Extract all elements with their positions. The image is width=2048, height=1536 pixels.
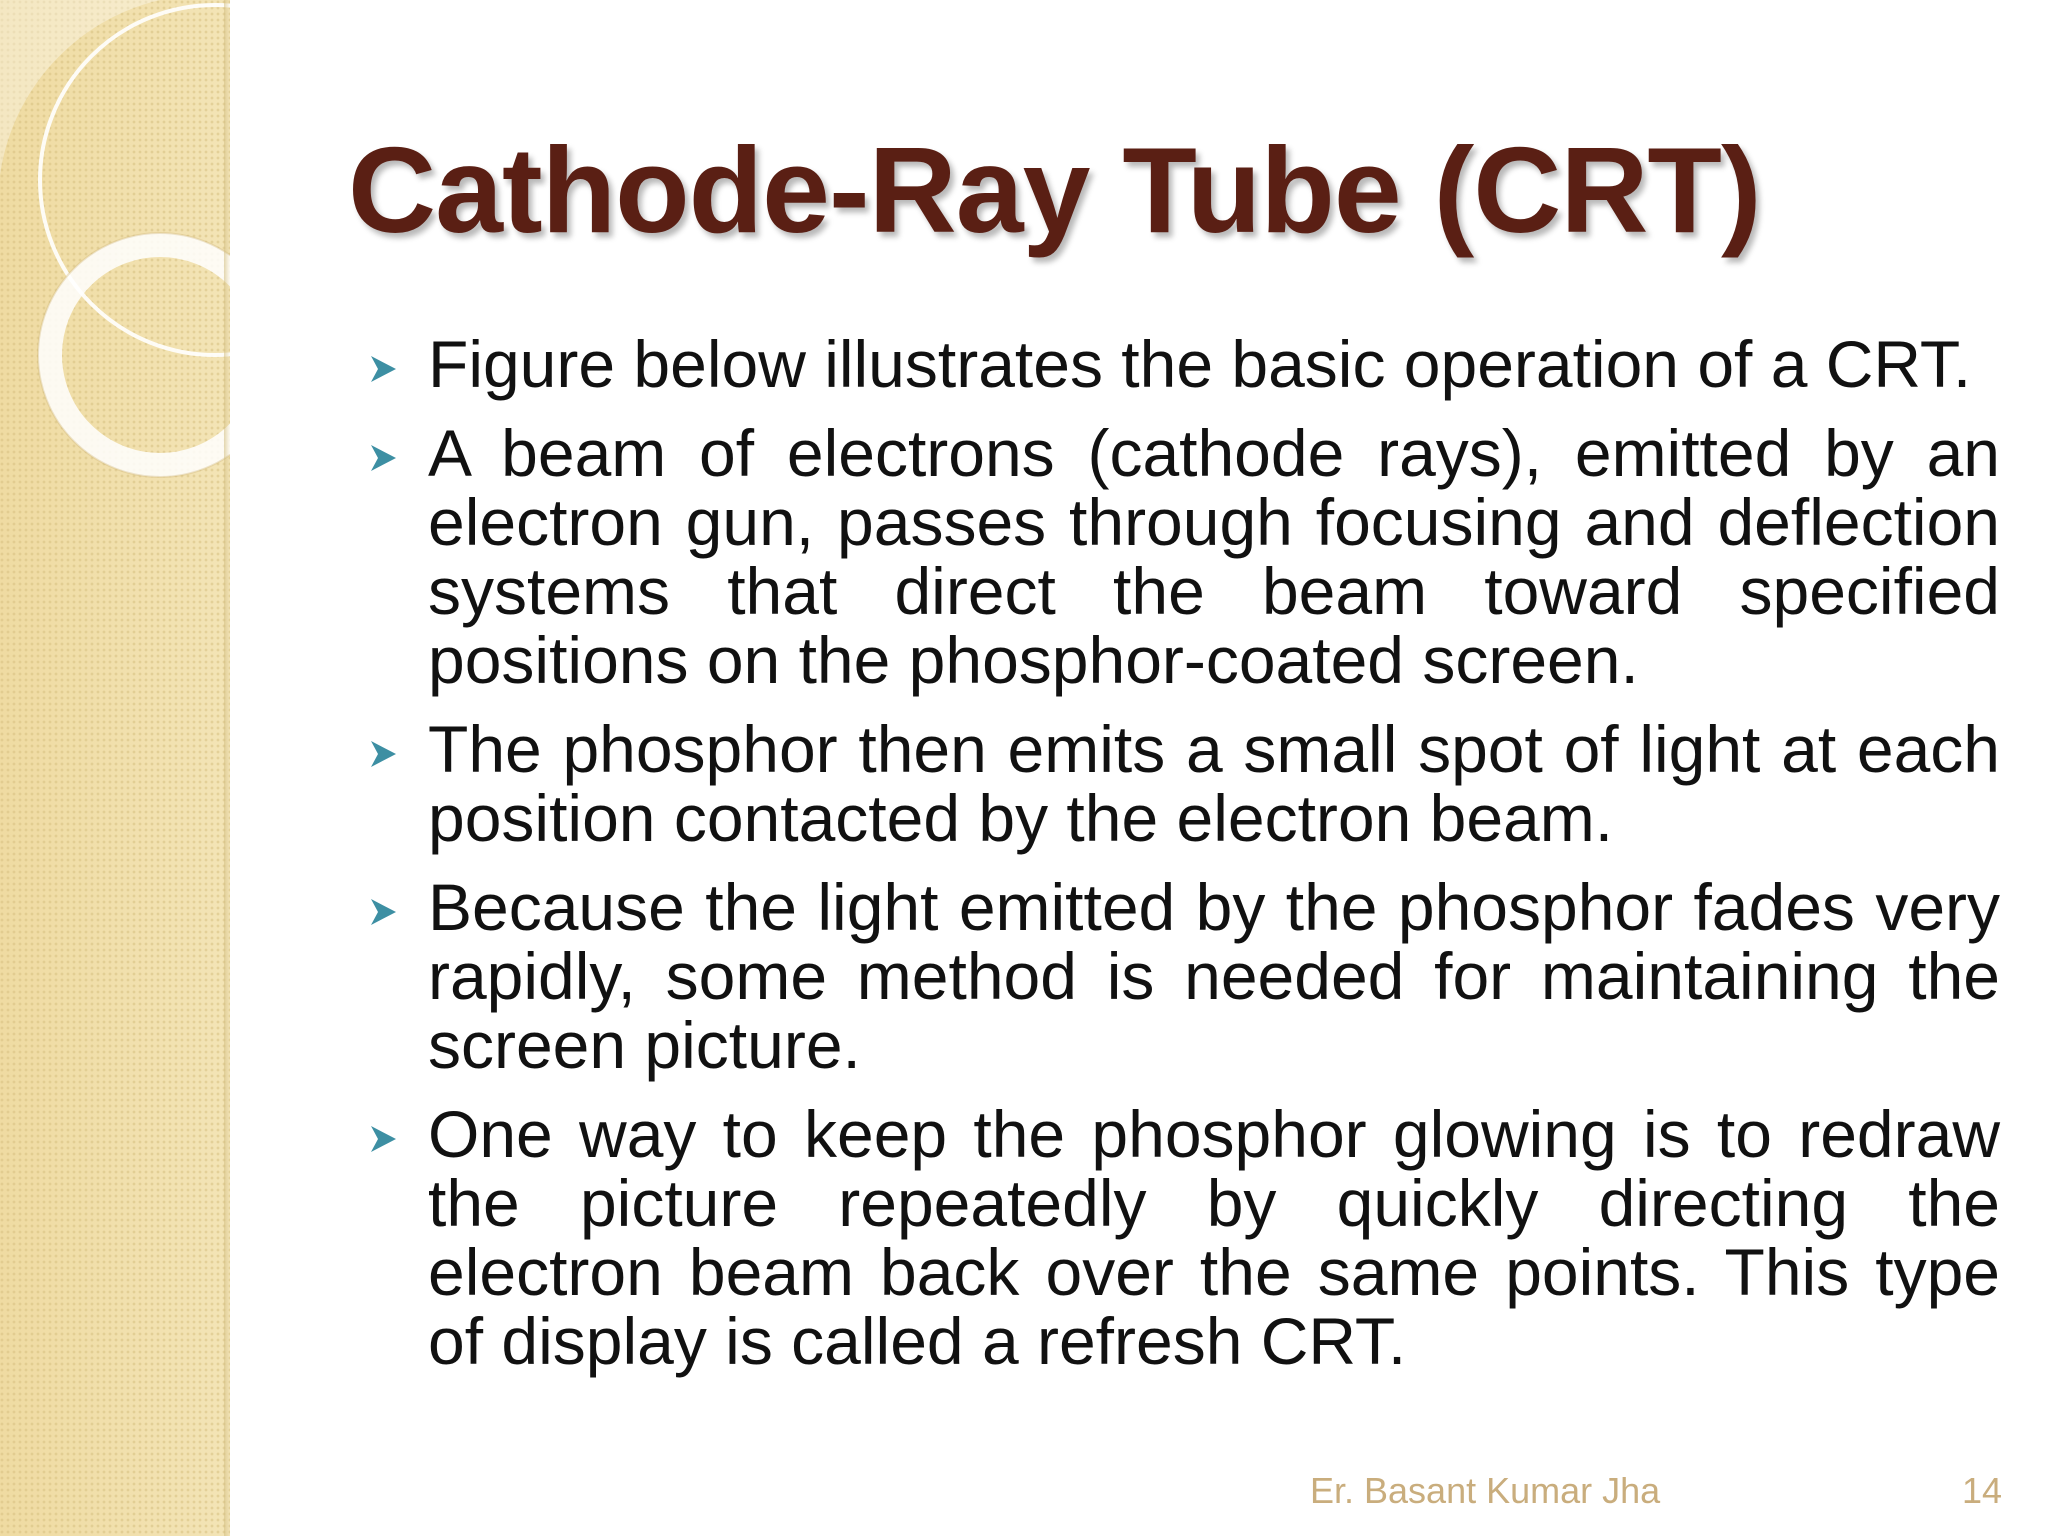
decorative-circles <box>0 0 230 1536</box>
bullet-text: The phosphor then emits a small spot of light at each position contacted by the electron beam. <box>428 712 2000 855</box>
chevron-arrow-icon <box>368 897 398 927</box>
bullet-item <box>360 712 2000 855</box>
sidebar-edge <box>224 0 230 1536</box>
bullet-list <box>360 327 2000 1396</box>
chevron-arrow-icon <box>368 443 398 473</box>
bullet-item <box>360 870 2000 1082</box>
bullet-text: One way to keep the phosphor glowing is to redraw the picture repeatedly by quickly directing the electron beam back over the same points. This type of display is called a refresh CRT. <box>428 1097 2000 1378</box>
bullet-item <box>360 1097 2000 1378</box>
bullet-item <box>360 416 2000 697</box>
chevron-arrow-icon <box>368 354 398 384</box>
bullet-text: Figure below illustrates the basic operation of a CRT. <box>428 327 1972 401</box>
decorative-sidebar <box>0 0 230 1536</box>
chevron-arrow-icon <box>368 1124 398 1154</box>
chevron-arrow-icon <box>368 739 398 769</box>
bullet-text: A beam of electrons (cathode rays), emitted by an electron gun, passes through focusing and deflection systems that direct the beam toward specified positions on the phosphor-coated screen. <box>428 416 2000 697</box>
slide-title: Cathode-Ray Tube (CRT) <box>348 122 1761 258</box>
bullet-item <box>360 327 2000 401</box>
footer-author: Er. Basant Kumar Jha <box>1310 1470 1661 1511</box>
page-number: 14 <box>1961 1470 2002 1511</box>
bullet-text: Because the light emitted by the phosphor fades very rapidly, some method is needed for maintaining the screen picture. <box>428 870 2000 1082</box>
